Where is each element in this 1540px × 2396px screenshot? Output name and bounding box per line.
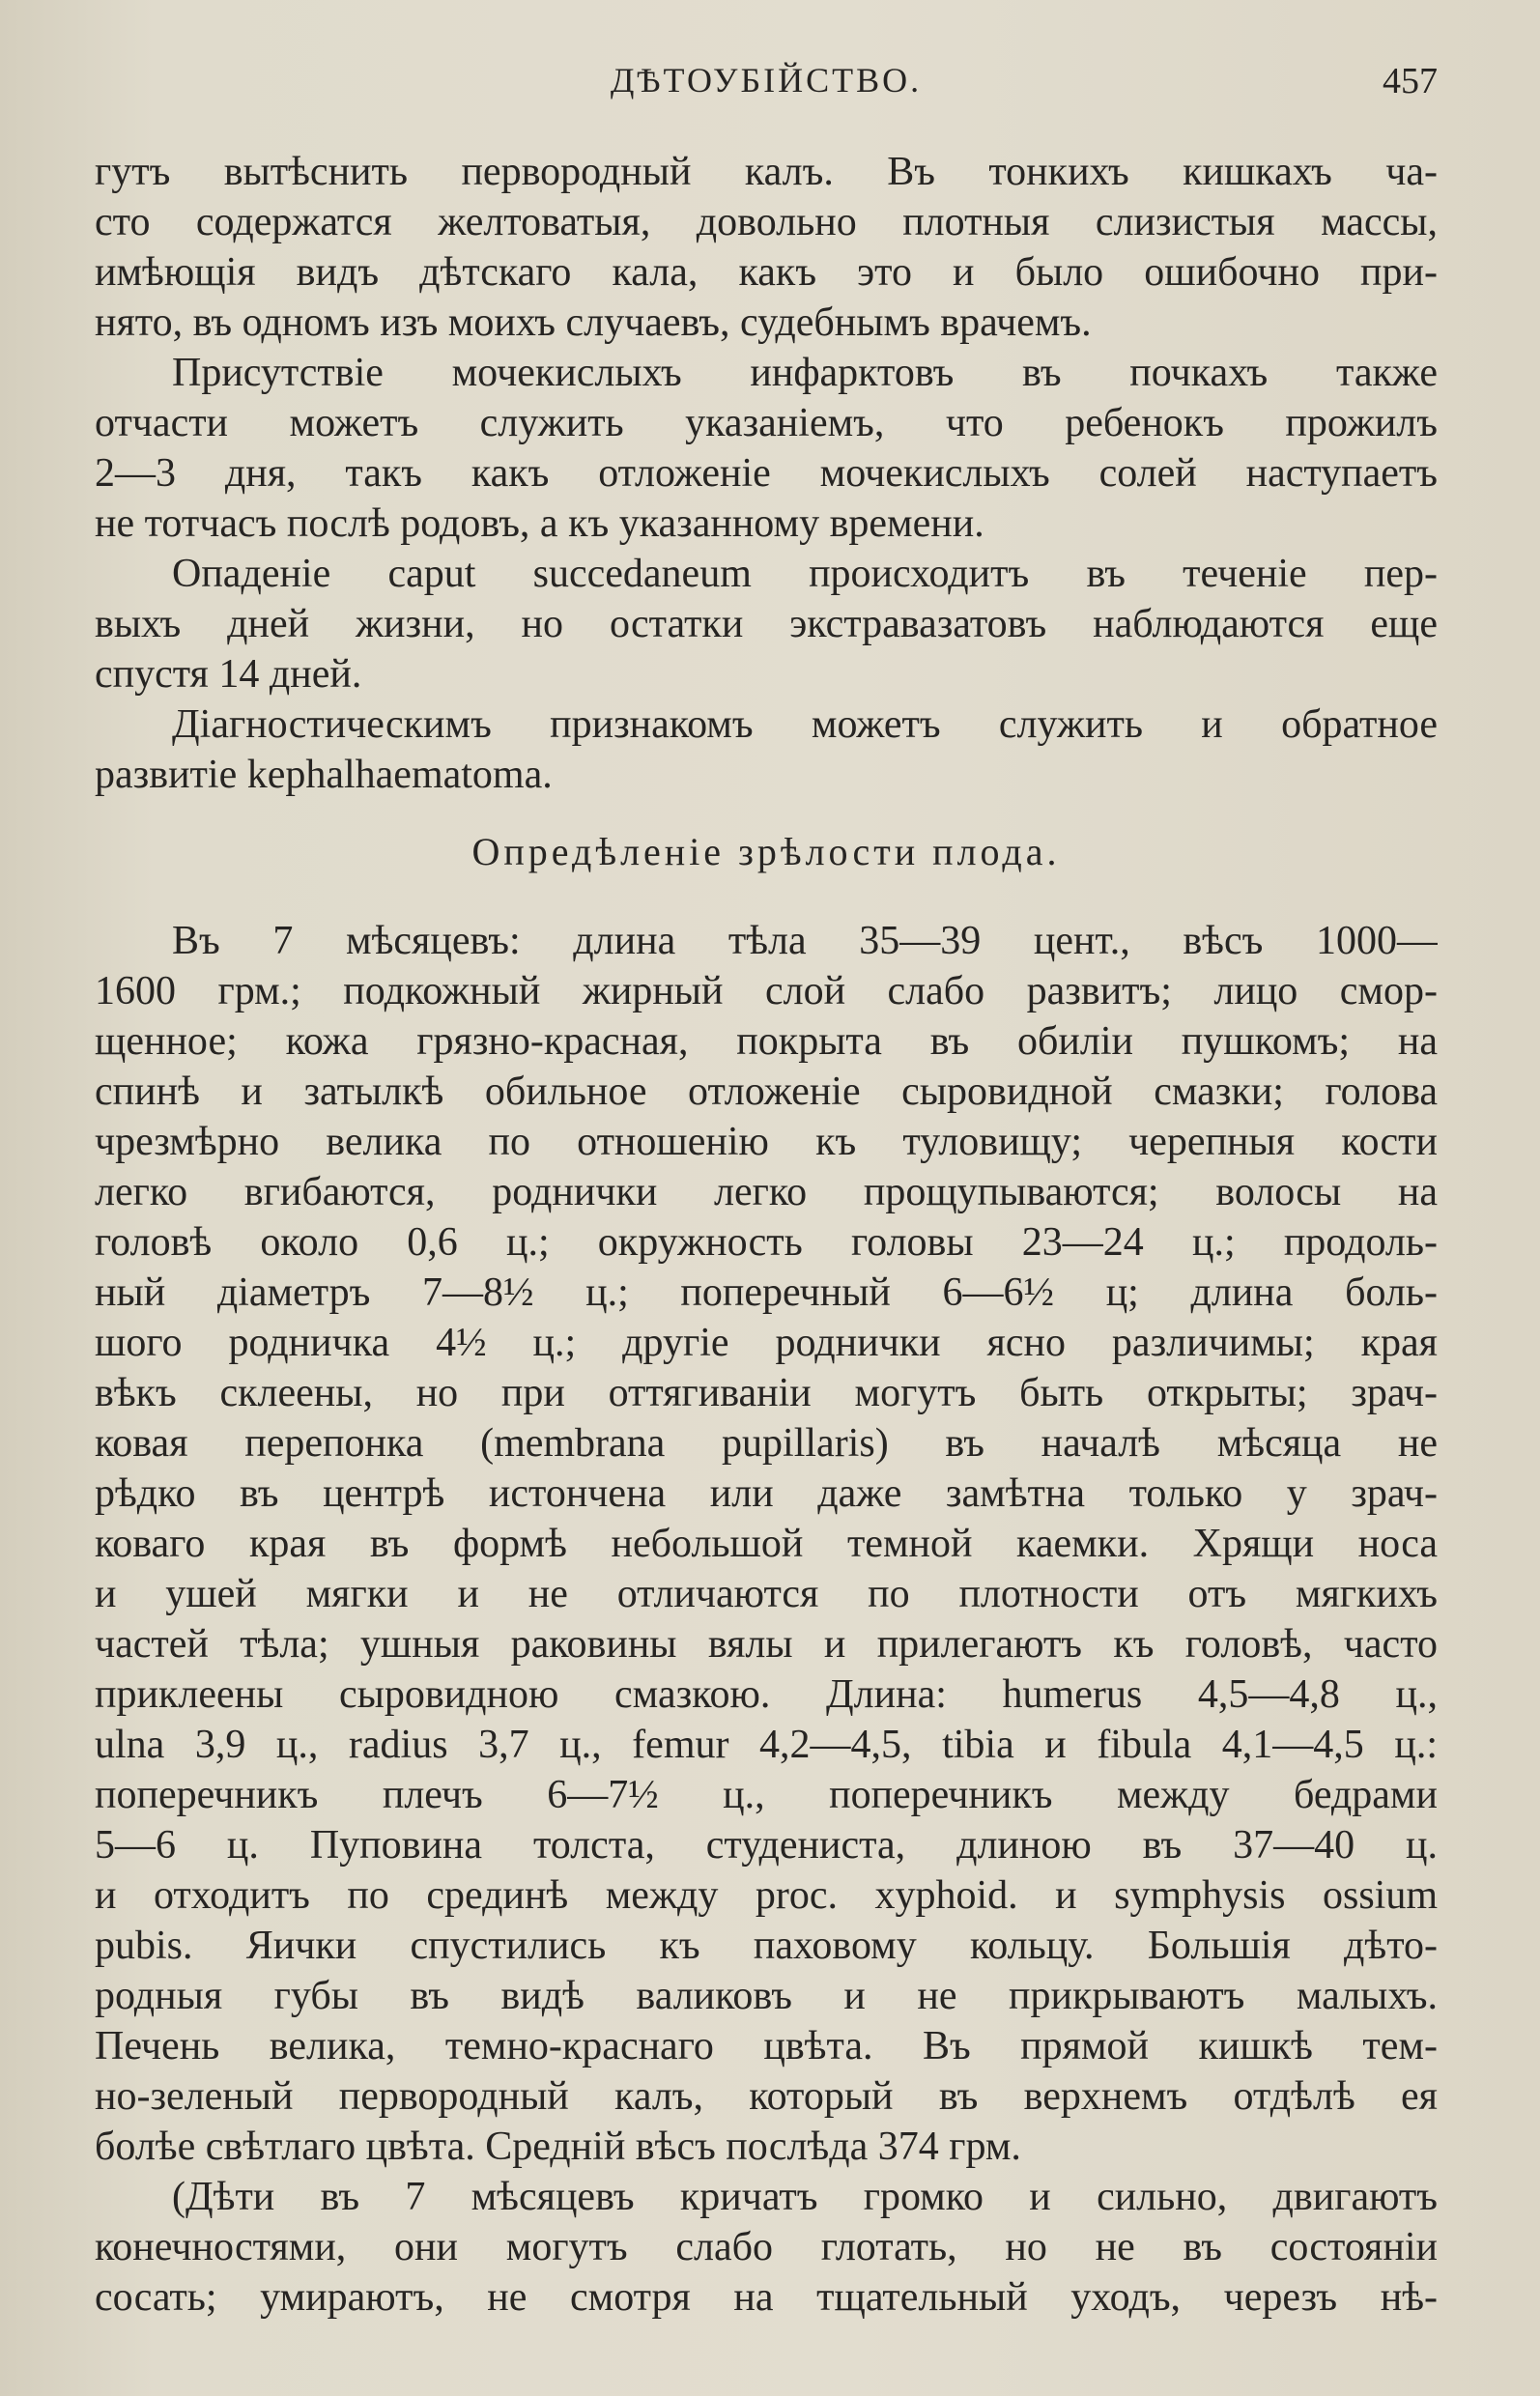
text-line: коваго края въ формѣ небольшой темной каемки. Хрящи носа [95,1522,1438,1566]
text-line: спинѣ и затылкѣ обильное отложеніе сыровидной смазки; голова [95,1070,1438,1114]
text-line: ulna 3,9 ц., radius 3,7 ц., femur 4,2—4,5, tibia и fibula 4,1—4,5 ц.: [95,1723,1438,1767]
running-title: ДѢТОУБІЙСТВО. [610,61,923,100]
text-line: Опаденіе caput succedaneum происходитъ въ теченіе пер- [172,552,1438,596]
text-line: легко вгибаются, роднички легко прощупываются; волосы на [95,1170,1438,1214]
text-line: имѣющія видъ дѣтскаго кала, какъ это и было ошибочно при- [95,250,1438,295]
page-number: 457 [1383,61,1438,101]
text-line: болѣе свѣтлаго цвѣта. Средній вѣсъ послѣда 374 грм. [95,2125,1021,2169]
text-line: спустя 14 дней. [95,652,362,697]
text-line: ный діаметръ 7—8½ ц.; поперечный 6—6½ ц; длина боль- [95,1270,1438,1315]
text-line: рѣдко въ центрѣ истончена или даже замѣтна только у зрач- [95,1471,1438,1516]
text-line: не тотчасъ послѣ родовъ, а къ указанному времени. [95,501,984,546]
text-line: поперечникъ плечъ 6—7½ ц., поперечникъ между бедрами [95,1773,1438,1817]
text-line: сосать; умираютъ, не смотря на тщательный уходъ, черезъ нѣ- [95,2275,1438,2320]
text-line: 1600 грм.; подкожный жирный слой слабо развитъ; лицо смор- [95,969,1438,1013]
text-line: отчасти можетъ служить указаніемъ, что ребенокъ прожилъ [95,401,1438,445]
text-line: Присутствіе мочекислыхъ инфарктовъ въ почкахъ также [172,351,1438,395]
text-block-top [95,147,1438,800]
text-block-main [95,916,1438,2323]
text-line: 2—3 дня, такъ какъ отложеніе мочекислыхъ солей наступаетъ [95,451,1438,496]
text-line: и ушей мягки и не отличаются по плотности отъ мягкихъ [95,1572,1438,1616]
text-line: приклеены сыровидною смазкою. Длина: humerus 4,5—4,8 ц., [95,1672,1438,1717]
page-header [95,60,1438,108]
text-line: конечностями, они могутъ слабо глотать, но не въ состояніи [95,2225,1438,2269]
text-line: Въ 7 мѣсяцевъ: длина тѣла 35—39 цент., вѣсъ 1000— [172,919,1438,963]
text-line: гутъ вытѣснить первородный калъ. Въ тонкихъ кишкахъ ча- [95,150,1438,194]
text-line: частей тѣла; ушныя раковины вялы и прилегаютъ къ головѣ, часто [95,1622,1438,1667]
text-line: нято, въ одномъ изъ моихъ случаевъ, судебнымъ врачемъ. [95,300,1092,345]
text-line: 5—6 ц. Пуповина толста, студениста, длиною въ 37—40 ц. [95,1823,1438,1868]
text-line: ковая перепонка (membrana pupillaris) въ началѣ мѣсяца не [95,1421,1438,1466]
text-line: вѣкъ склеены, но при оттягиваніи могутъ быть открыты; зрач- [95,1371,1438,1415]
text-line: выхъ дней жизни, но остатки экстравазатовъ наблюдаются еще [95,602,1438,646]
section-heading: Опредѣленіе зрѣлости плода. [471,830,1061,873]
text-line: Діагностическимъ признакомъ можетъ служить и обратное [172,702,1438,747]
text-line: но-зеленый первородный калъ, который въ верхнемъ отдѣлѣ ея [95,2074,1438,2119]
text-line: и отходитъ по срединѣ между proc. xyphoid. и symphysis ossium [95,1873,1438,1918]
text-line: Печень велика, темно-краснаго цвѣта. Въ прямой кишкѣ тем- [95,2024,1438,2068]
text-line: (Дѣти въ 7 мѣсяцевъ кричатъ громко и сильно, двигаютъ [172,2175,1438,2219]
text-line: родныя губы въ видѣ валиковъ и не прикрываютъ малыхъ. [95,1974,1438,2018]
text-line: сто содержатся желтоватыя, довольно плотныя слизистыя массы, [95,200,1438,244]
text-line: шого родничка 4½ ц.; другіе роднички ясно различимы; края [95,1321,1438,1365]
text-line: головѣ около 0,6 ц.; окружность головы 23—24 ц.; продоль- [95,1220,1438,1265]
text-line: pubis. Яички спустились къ паховому кольцу. Большія дѣто- [95,1924,1438,1968]
text-line: щенное; кожа грязно-красная, покрыта въ обиліи пушкомъ; на [95,1019,1438,1064]
text-line: развитіе kephalhaematoma. [95,753,553,797]
text-line: чрезмѣрно велика по отношенію къ туловищу; черепныя кости [95,1120,1438,1164]
